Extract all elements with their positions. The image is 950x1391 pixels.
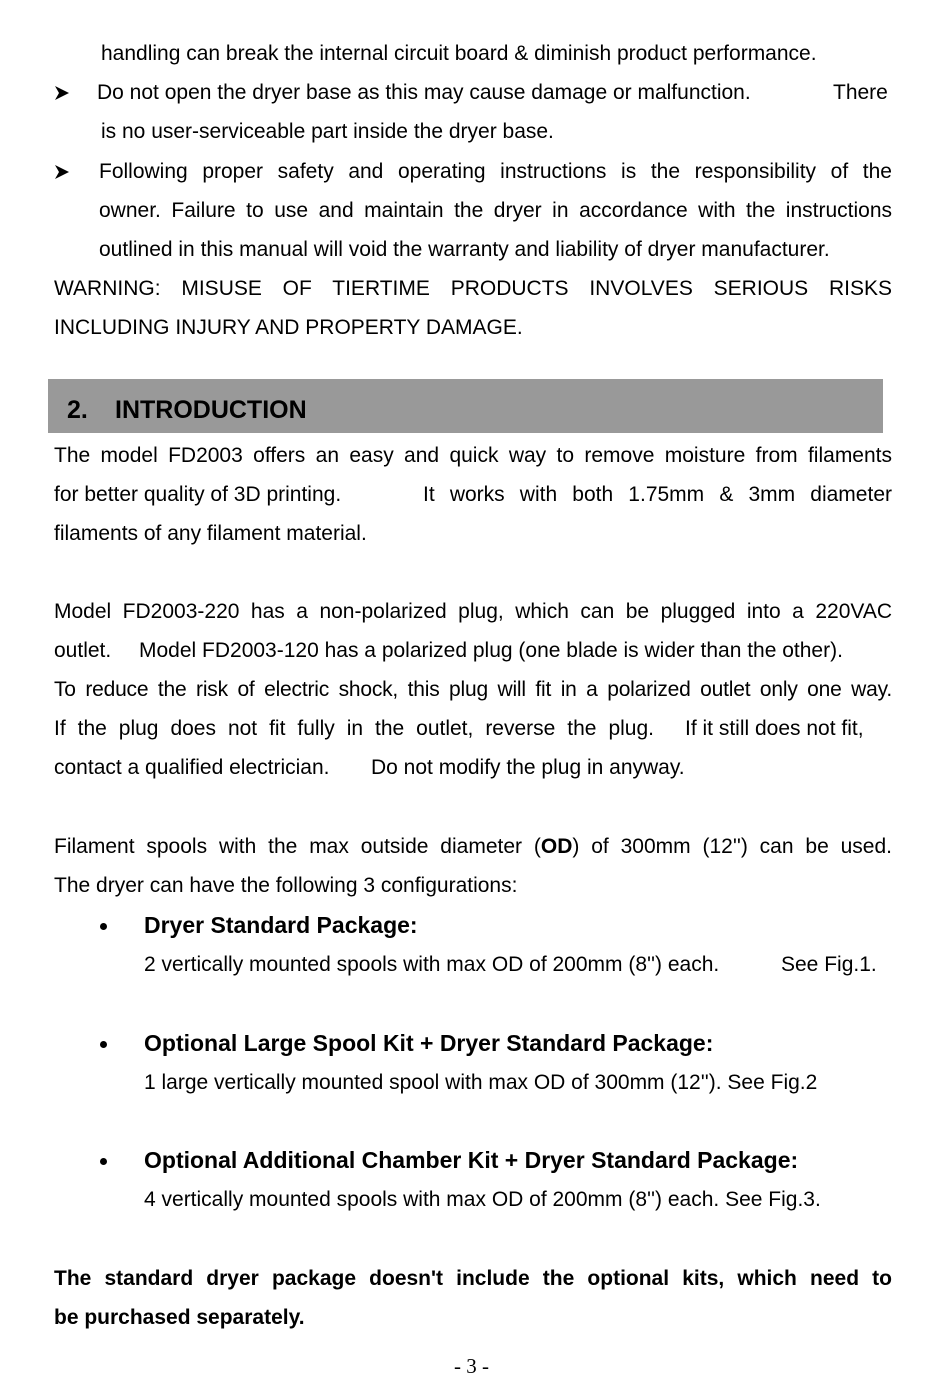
warning-line: INCLUDING INJURY AND PROPERTY DAMAGE. <box>54 316 523 339</box>
bullet-dot-icon <box>98 1156 110 1168</box>
arrow-bullet-icon <box>54 80 74 106</box>
config-desc: 4 vertically mounted spools with max OD of 200mm (8'') each. See Fig.3. <box>144 1188 821 1211</box>
intro-line: Model FD2003-220 has a non-polarized plug, which can be plugged into a 220VAC <box>54 600 892 623</box>
safety-text: Do not open the dryer base as this may cause damage or malfunction. <box>97 81 751 104</box>
note-line: The standard dryer package doesn't include the optional kits, which need to <box>54 1267 892 1290</box>
section-title-text: INTRODUCTION <box>115 396 307 424</box>
config-title: Optional Large Spool Kit + Dryer Standard Package: <box>144 1030 714 1056</box>
od-abbrev: OD <box>540 835 573 858</box>
page-number: - 3 - <box>454 1354 489 1378</box>
intro-line: for better quality of 3D printing. <box>54 483 342 506</box>
config-title: Optional Additional Chamber Kit + Dryer Standard Package: <box>144 1147 799 1173</box>
config-title: Dryer Standard Package: <box>144 912 418 938</box>
note-line: be purchased separately. <box>54 1306 305 1329</box>
intro-line: Do not modify the plug in anyway. <box>371 756 685 779</box>
warning-line: WARNING: MISUSE OF TIERTIME PRODUCTS INVOLVES SERIOUS RISKS <box>54 277 892 300</box>
intro-line: The dryer can have the following 3 configurations: <box>54 874 518 897</box>
config-desc-ref: See Fig.1. <box>781 953 877 976</box>
intro-line: contact a qualified electrician. <box>54 756 330 779</box>
intro-line: To reduce the risk of electric shock, this plug will fit in a polarized outlet only one way. <box>54 678 892 701</box>
intro-line: filaments of any filament material. <box>54 522 367 545</box>
intro-text: ) of 300mm (12'') can be used. <box>572 835 892 858</box>
intro-line: If it still does not fit, <box>685 717 864 740</box>
intro-line: It works with both 1.75mm & 3mm diameter <box>423 483 892 506</box>
section-number: 2. <box>67 396 88 424</box>
config-desc: 1 large vertically mounted spool with max OD of 300mm (12''). See Fig.2 <box>144 1071 818 1094</box>
safety-line: is no user-serviceable part inside the dryer base. <box>101 120 554 143</box>
arrow-bullet-icon <box>54 159 74 185</box>
bullet-dot-icon <box>98 1039 110 1051</box>
safety-line: Following proper safety and operating instructions is the responsibility of the <box>99 160 892 183</box>
intro-line: If the plug does not fit fully in the outlet, reverse the plug. <box>54 717 654 740</box>
safety-line-end: There <box>833 81 888 104</box>
safety-line: owner. Failure to use and maintain the dryer in accordance with the instructions <box>99 199 892 222</box>
bullet-dot-icon <box>98 921 110 933</box>
intro-line: Model FD2003-120 has a polarized plug (one blade is wider than the other). <box>139 639 843 662</box>
safety-line: handling can break the internal circuit board & diminish product performance. <box>101 42 817 65</box>
intro-line: The model FD2003 offers an easy and quick way to remove moisture from filaments <box>54 444 892 467</box>
intro-line <box>54 834 892 860</box>
safety-line <box>97 80 751 106</box>
config-desc: 2 vertically mounted spools with max OD of 200mm (8'') each. <box>144 953 720 976</box>
section-title <box>67 395 307 425</box>
intro-line: outlet. <box>54 639 112 662</box>
intro-text: Filament spools with the max outside diameter ( <box>54 835 541 858</box>
safety-line: outlined in this manual will void the warranty and liability of dryer manufacturer. <box>99 238 830 261</box>
